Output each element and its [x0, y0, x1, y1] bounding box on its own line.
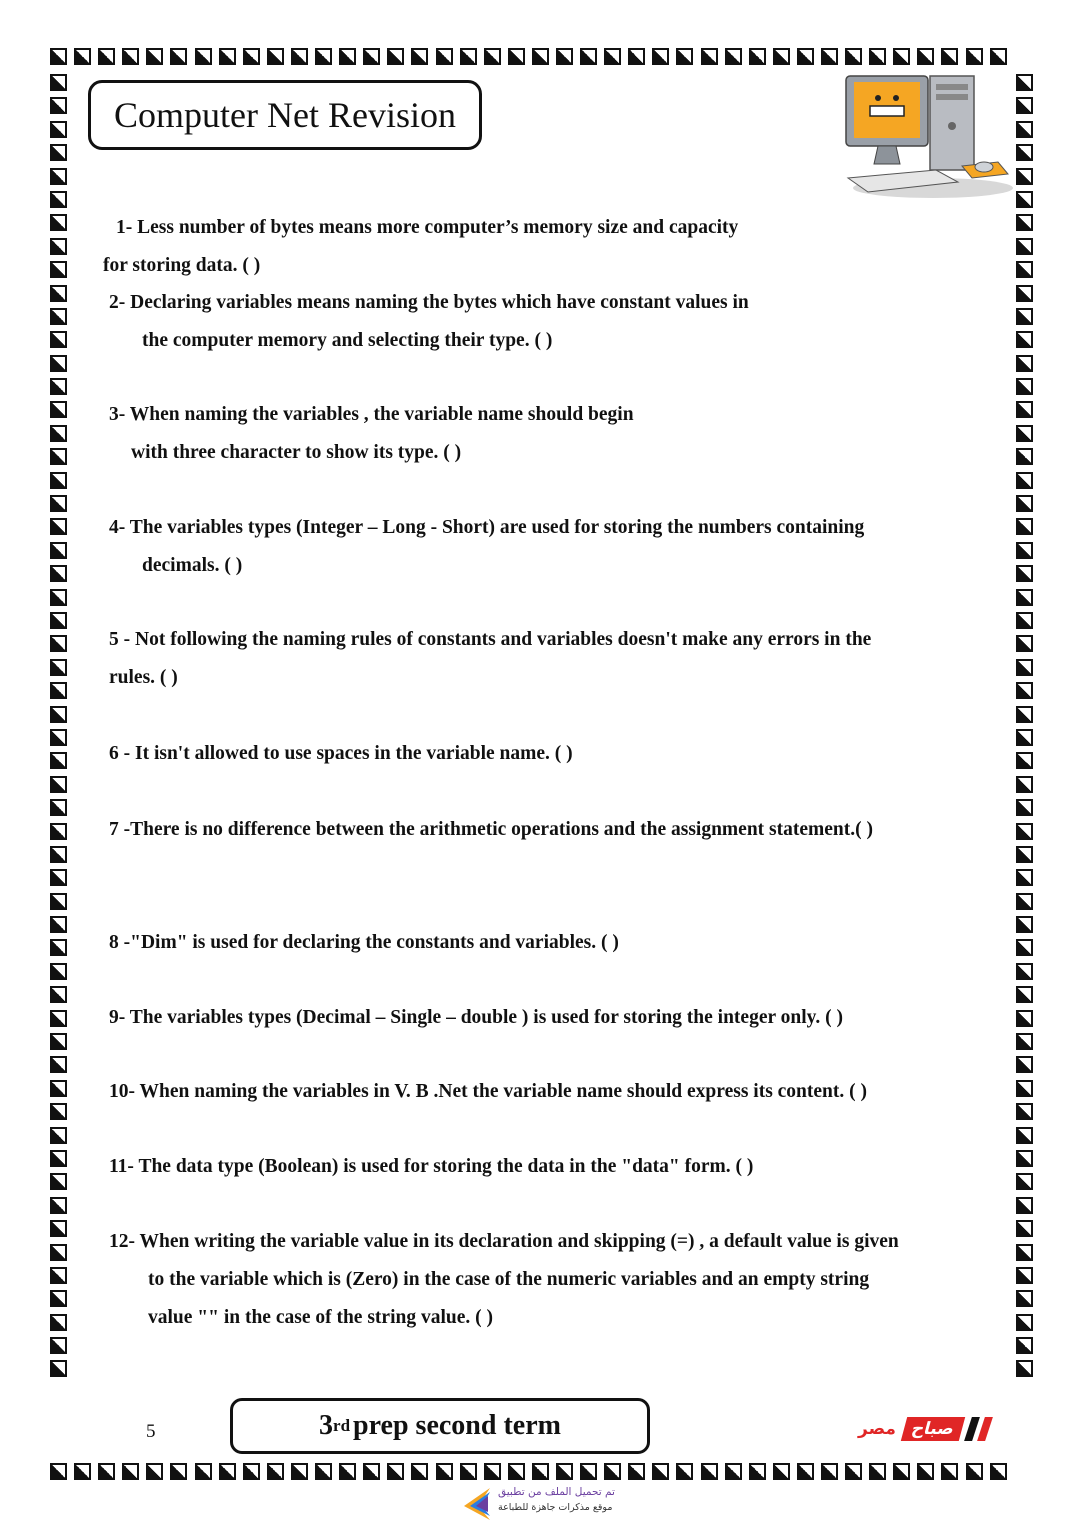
- border-tile: [869, 1463, 886, 1480]
- border-tile: [50, 1314, 67, 1331]
- border-tile: [1016, 97, 1033, 114]
- border-tile: [50, 1010, 67, 1027]
- border-tile: [50, 729, 67, 746]
- question-4-line-1: 4- The variables types (Integer – Long - Short) are used for storing the numbers containing: [109, 517, 865, 538]
- border-tile: [50, 846, 67, 863]
- border-tile: [749, 48, 766, 65]
- border-tile: [50, 97, 67, 114]
- border-tile: [1016, 355, 1033, 372]
- question-3-line-2: with three character to show its type. ( ): [131, 442, 462, 463]
- border-tile: [966, 1463, 983, 1480]
- border-tile: [1016, 495, 1033, 512]
- question-11-line-1: 11- The data type (Boolean) is used for storing the data in the "data" form. ( ): [109, 1156, 754, 1177]
- border-tile: [411, 48, 428, 65]
- border-tile: [990, 48, 1007, 65]
- question-3-line-1: 3- When naming the variables , the variable name should begin: [109, 404, 634, 425]
- border-tile: [1016, 1360, 1033, 1377]
- border-tile: [725, 1463, 742, 1480]
- border-tile: [339, 48, 356, 65]
- border-tile: [50, 191, 67, 208]
- border-tile: [1016, 776, 1033, 793]
- border-tile: [219, 48, 236, 65]
- border-tile: [170, 48, 187, 65]
- border-tile: [652, 1463, 669, 1480]
- question-2-line-2: the computer memory and selecting their type. ( ): [142, 330, 553, 351]
- watermark: [458, 1486, 628, 1522]
- border-tile: [917, 48, 934, 65]
- border-tile: [652, 48, 669, 65]
- grade-label: [230, 1398, 650, 1454]
- border-tile: [1016, 1314, 1033, 1331]
- border-tile: [1016, 1150, 1033, 1167]
- border-tile: [1016, 846, 1033, 863]
- border-tile: [845, 48, 862, 65]
- border-tile: [1016, 706, 1033, 723]
- border-tile: [50, 939, 67, 956]
- border-tile: [50, 331, 67, 348]
- border-tile: [411, 1463, 428, 1480]
- question-7-line-1: 7 -There is no difference between the arithmetic operations and the assignment statement.( ): [109, 819, 873, 840]
- border-tile: [267, 48, 284, 65]
- border-tile: [315, 1463, 332, 1480]
- border-tile: [532, 1463, 549, 1480]
- border-tile: [74, 48, 91, 65]
- border-tile: [966, 48, 983, 65]
- border-tile: [1016, 1197, 1033, 1214]
- border-tile: [893, 48, 910, 65]
- border-tile: [1016, 191, 1033, 208]
- border-tile: [1016, 285, 1033, 302]
- border-tile: [797, 48, 814, 65]
- border-tile: [50, 1197, 67, 1214]
- border-tile: [1016, 565, 1033, 582]
- question-1-line-2: for storing data. ( ): [103, 255, 261, 276]
- border-tile: [460, 1463, 477, 1480]
- border-tile: [869, 48, 886, 65]
- border-tile: [50, 74, 67, 91]
- border-tile: [1016, 1290, 1033, 1307]
- grade-number: 3: [319, 1410, 334, 1441]
- border-tile: [1016, 869, 1033, 886]
- border-tile: [1016, 238, 1033, 255]
- border-tile: [580, 1463, 597, 1480]
- border-tile: [1016, 1127, 1033, 1144]
- page-border-right: [1016, 74, 1036, 1377]
- border-tile: [893, 1463, 910, 1480]
- border-tile: [460, 48, 477, 65]
- border-tile: [1016, 1337, 1033, 1354]
- border-tile: [50, 168, 67, 185]
- border-tile: [50, 1033, 67, 1050]
- border-tile: [50, 1173, 67, 1190]
- question-12-line-3: value "" in the case of the string value. ( ): [148, 1307, 493, 1328]
- border-tile: [1016, 425, 1033, 442]
- border-tile: [50, 1463, 67, 1480]
- border-tile: [604, 1463, 621, 1480]
- border-tile: [50, 214, 67, 231]
- border-tile: [1016, 963, 1033, 980]
- border-tile: [195, 48, 212, 65]
- border-tile: [1016, 823, 1033, 840]
- border-tile: [1016, 986, 1033, 1003]
- border-tile: [50, 612, 67, 629]
- border-tile: [50, 308, 67, 325]
- border-tile: [50, 261, 67, 278]
- border-tile: [484, 48, 501, 65]
- border-tile: [1016, 916, 1033, 933]
- border-tile: [1016, 261, 1033, 278]
- border-tile: [725, 48, 742, 65]
- border-tile: [291, 1463, 308, 1480]
- border-tile: [1016, 144, 1033, 161]
- page-number: 5: [146, 1421, 156, 1442]
- border-tile: [1016, 331, 1033, 348]
- border-tile: [1016, 448, 1033, 465]
- brand-sub-text: مصر: [858, 1419, 896, 1439]
- question-10-line-1: 10- When naming the variables in V. B .Net the variable name should express its content. ( ): [109, 1081, 868, 1102]
- grade-text: prep second term: [353, 1410, 561, 1441]
- border-tile: [219, 1463, 236, 1480]
- page-border-top: [50, 48, 1007, 68]
- border-tile: [749, 1463, 766, 1480]
- border-tile: [1016, 401, 1033, 418]
- border-tile: [1016, 1010, 1033, 1027]
- border-tile: [50, 355, 67, 372]
- border-tile: [50, 144, 67, 161]
- watermark-line-1: تم تحميل الملف من تطبيق: [498, 1486, 615, 1498]
- border-tile: [436, 1463, 453, 1480]
- border-tile: [1016, 74, 1033, 91]
- border-tile: [170, 1463, 187, 1480]
- border-tile: [941, 48, 958, 65]
- border-tile: [628, 1463, 645, 1480]
- border-tile: [508, 1463, 525, 1480]
- computer-illustration: [838, 70, 1018, 200]
- question-5-line-2: rules. ( ): [109, 667, 178, 688]
- border-tile: [1016, 214, 1033, 231]
- border-tile: [797, 1463, 814, 1480]
- border-tile: [50, 986, 67, 1003]
- border-tile: [1016, 729, 1033, 746]
- border-tile: [1016, 1220, 1033, 1237]
- border-tile: [821, 48, 838, 65]
- border-tile: [1016, 168, 1033, 185]
- border-tile: [50, 963, 67, 980]
- border-tile: [74, 1463, 91, 1480]
- brand-logo: [858, 1416, 1033, 1442]
- border-tile: [1016, 612, 1033, 629]
- border-tile: [50, 589, 67, 606]
- border-tile: [50, 1337, 67, 1354]
- question-1-line-1: 1- Less number of bytes means more computer’s memory size and capacity: [116, 217, 739, 238]
- border-tile: [604, 48, 621, 65]
- watermark-line-2: موقع مذكرات جاهزة للطباعة: [498, 1502, 613, 1513]
- question-2-line-1: 2- Declaring variables means naming the bytes which have constant values in: [109, 292, 749, 313]
- border-tile: [1016, 1244, 1033, 1261]
- border-tile: [50, 799, 67, 816]
- border-tile: [1016, 1056, 1033, 1073]
- question-5-line-1: 5 - Not following the naming rules of constants and variables doesn't make any errors in the: [109, 629, 872, 650]
- border-tile: [50, 1267, 67, 1284]
- border-tile: [773, 1463, 790, 1480]
- border-tile: [267, 1463, 284, 1480]
- border-tile: [50, 472, 67, 489]
- border-tile: [990, 1463, 1007, 1480]
- border-tile: [363, 1463, 380, 1480]
- border-tile: [1016, 1080, 1033, 1097]
- border-tile: [50, 1127, 67, 1144]
- border-tile: [122, 1463, 139, 1480]
- question-12-line-1: 12- When writing the variable value in its declaration and skipping (=) , a default value is given: [109, 1231, 899, 1252]
- border-tile: [676, 1463, 693, 1480]
- border-tile: [1016, 1103, 1033, 1120]
- border-tile: [1016, 121, 1033, 138]
- border-tile: [676, 48, 693, 65]
- border-tile: [628, 48, 645, 65]
- border-tile: [1016, 589, 1033, 606]
- border-tile: [146, 48, 163, 65]
- border-tile: [701, 1463, 718, 1480]
- border-tile: [1016, 308, 1033, 325]
- border-tile: [50, 916, 67, 933]
- border-tile: [1016, 799, 1033, 816]
- border-tile: [50, 495, 67, 512]
- border-tile: [556, 48, 573, 65]
- question-6-line-1: 6 - It isn't allowed to use spaces in the variable name. ( ): [109, 743, 573, 764]
- border-tile: [243, 48, 260, 65]
- border-tile: [1016, 659, 1033, 676]
- border-tile: [50, 823, 67, 840]
- border-tile: [122, 48, 139, 65]
- border-tile: [1016, 542, 1033, 559]
- border-tile: [50, 1103, 67, 1120]
- border-tile: [1016, 1267, 1033, 1284]
- border-tile: [845, 1463, 862, 1480]
- border-tile: [315, 48, 332, 65]
- border-tile: [773, 48, 790, 65]
- brand-main-text: صباح: [901, 1417, 965, 1441]
- question-8-line-1: 8 -"Dim" is used for declaring the constants and variables. ( ): [109, 932, 619, 953]
- border-tile: [339, 1463, 356, 1480]
- border-tile: [1016, 893, 1033, 910]
- border-tile: [917, 1463, 934, 1480]
- border-tile: [50, 238, 67, 255]
- border-tile: [50, 776, 67, 793]
- border-tile: [50, 1056, 67, 1073]
- border-tile: [50, 1290, 67, 1307]
- border-tile: [387, 48, 404, 65]
- question-12-line-2: to the variable which is (Zero) in the case of the numeric variables and an empty string: [148, 1269, 870, 1290]
- border-tile: [50, 542, 67, 559]
- border-tile: [50, 285, 67, 302]
- border-tile: [50, 401, 67, 418]
- border-tile: [821, 1463, 838, 1480]
- border-tile: [50, 378, 67, 395]
- question-9-line-1: 9- The variables types (Decimal – Single – double ) is used for storing the integer only. ( ): [109, 1007, 843, 1028]
- border-tile: [50, 635, 67, 652]
- border-tile: [436, 48, 453, 65]
- border-tile: [98, 1463, 115, 1480]
- border-tile: [532, 48, 549, 65]
- grade-suffix: rd: [333, 1416, 351, 1435]
- page-title: Computer Net Revision: [88, 80, 482, 150]
- border-tile: [50, 682, 67, 699]
- border-tile: [50, 1220, 67, 1237]
- border-tile: [387, 1463, 404, 1480]
- border-tile: [1016, 682, 1033, 699]
- border-tile: [50, 1080, 67, 1097]
- border-tile: [1016, 1033, 1033, 1050]
- border-tile: [291, 48, 308, 65]
- border-tile: [508, 48, 525, 65]
- question-4-line-2: decimals. ( ): [142, 555, 243, 576]
- border-tile: [1016, 518, 1033, 535]
- border-tile: [1016, 1173, 1033, 1190]
- border-tile: [484, 1463, 501, 1480]
- border-tile: [50, 869, 67, 886]
- border-tile: [50, 565, 67, 582]
- border-tile: [50, 121, 67, 138]
- border-tile: [50, 518, 67, 535]
- border-tile: [50, 1360, 67, 1377]
- brand-slash-icon: [977, 1417, 993, 1441]
- page-border-bottom: [50, 1463, 1007, 1483]
- border-tile: [50, 1244, 67, 1261]
- border-tile: [1016, 939, 1033, 956]
- border-tile: [1016, 752, 1033, 769]
- border-tile: [580, 48, 597, 65]
- border-tile: [50, 893, 67, 910]
- border-tile: [941, 1463, 958, 1480]
- border-tile: [50, 659, 67, 676]
- border-tile: [98, 48, 115, 65]
- border-tile: [50, 706, 67, 723]
- border-tile: [363, 48, 380, 65]
- border-tile: [50, 48, 67, 65]
- border-tile: [701, 48, 718, 65]
- border-tile: [146, 1463, 163, 1480]
- page-border-left: [50, 74, 70, 1377]
- border-tile: [1016, 378, 1033, 395]
- border-tile: [243, 1463, 260, 1480]
- border-tile: [195, 1463, 212, 1480]
- watermark-logo-icon: [458, 1486, 494, 1522]
- border-tile: [50, 1150, 67, 1167]
- border-tile: [1016, 635, 1033, 652]
- border-tile: [556, 1463, 573, 1480]
- border-tile: [50, 425, 67, 442]
- border-tile: [50, 752, 67, 769]
- border-tile: [50, 448, 67, 465]
- border-tile: [1016, 472, 1033, 489]
